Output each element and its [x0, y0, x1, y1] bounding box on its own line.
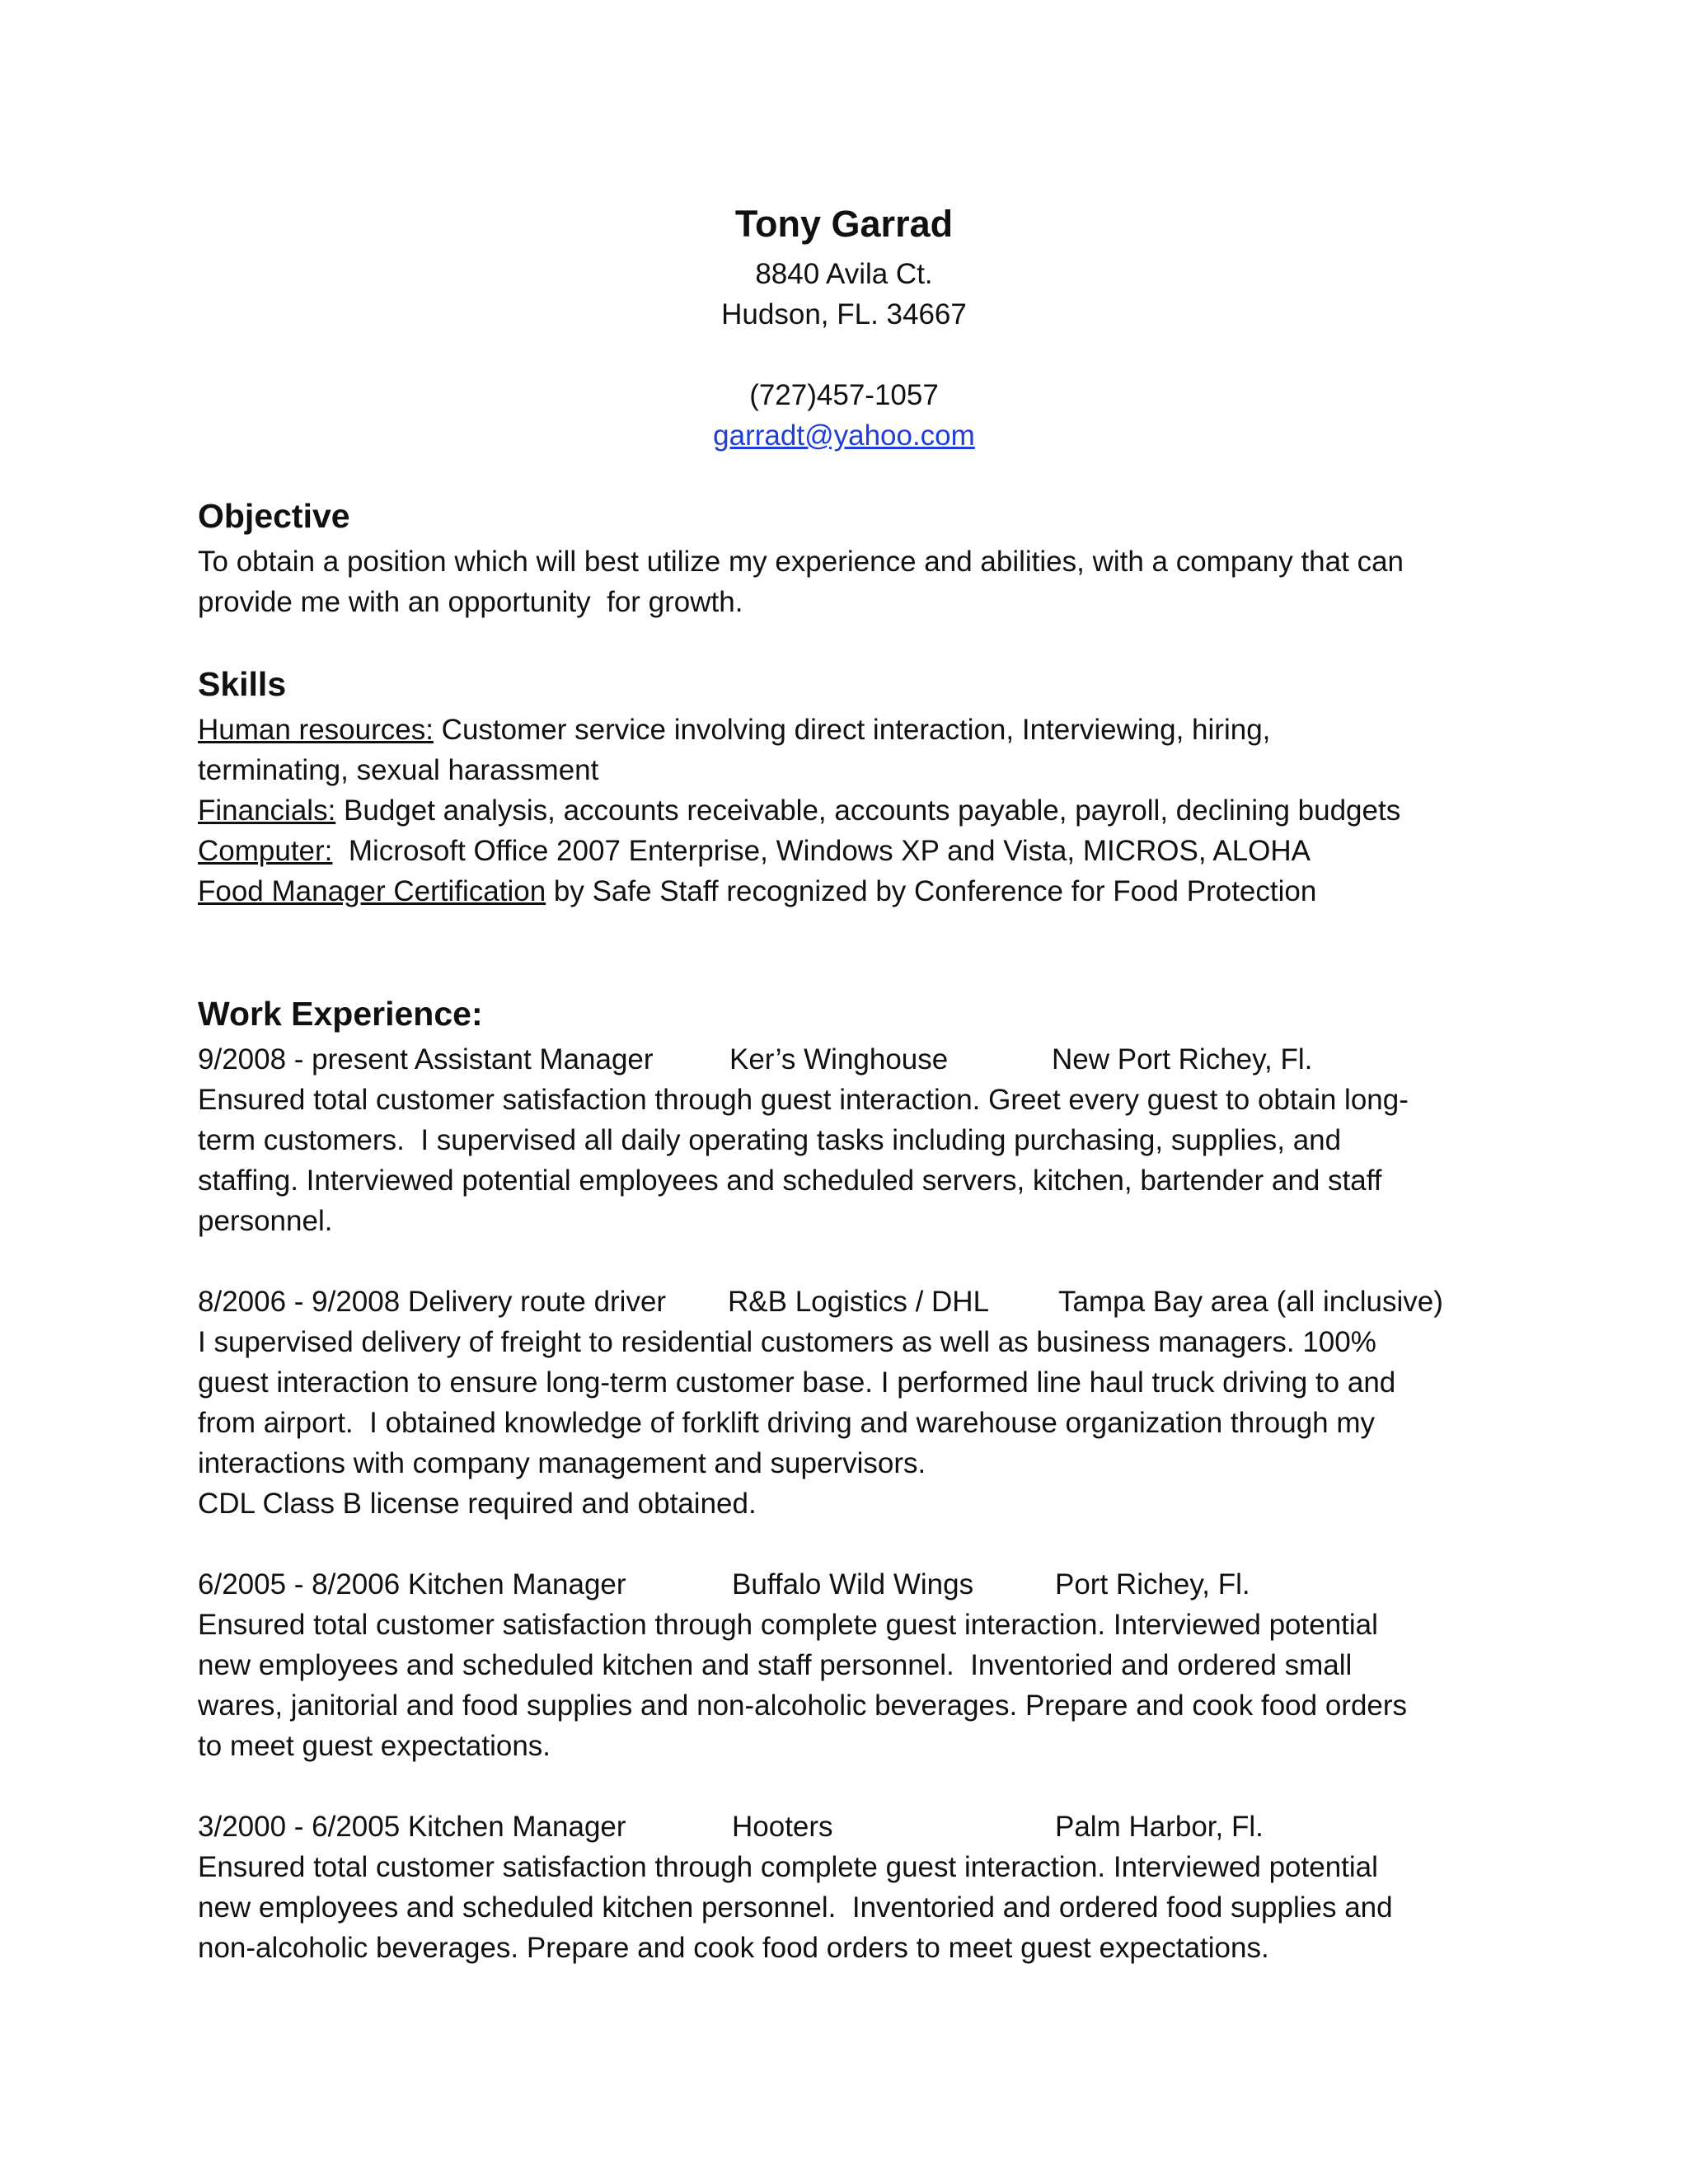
- skill-label-hr: Human resources:: [198, 714, 434, 746]
- skill-line-hr-cont: [198, 750, 1500, 790]
- contact-header: [0, 194, 1688, 456]
- job-entry: [198, 1807, 1500, 1968]
- skill-text-computer: Microsoft Office 2007 Enterprise, Windows XP and Vista, MICROS, ALOHA: [332, 835, 1311, 867]
- applicant-name: Tony Garrad: [734, 203, 954, 245]
- job-description-line: wares, janitorial and food supplies and non-alcoholic beverages. Prepare and cook food orders: [198, 1690, 1408, 1722]
- job-dates-title: 6/2005 - 8/2006 Kitchen Manager: [198, 1568, 626, 1601]
- job-description-line: personnel.: [198, 1205, 333, 1237]
- job-company: Buffalo Wild Wings: [732, 1568, 974, 1601]
- work-experience-heading: Work Experience:: [198, 995, 483, 1033]
- job-header-row: [198, 1807, 1500, 1847]
- job-description-line: non-alcoholic beverages. Prepare and cook food orders to meet guest expectations.: [198, 1932, 1269, 1964]
- job-description-line: from airport. I obtained knowledge of forklift driving and warehouse organization through my: [198, 1407, 1376, 1439]
- objective-line-1: To obtain a position which will best utilize my experience and abilities, with a company that can: [198, 546, 1404, 578]
- skill-label-financials: Financials:: [198, 794, 336, 827]
- job-company: R&B Logistics / DHL: [728, 1286, 990, 1318]
- job-description-line: term customers. I supervised all daily operating tasks including purchasing, supplies, and: [198, 1124, 1342, 1156]
- job-header-row: [198, 1282, 1500, 1322]
- objective-section: [198, 490, 1500, 622]
- skill-line-computer: [198, 831, 1500, 871]
- skill-label-computer: Computer:: [198, 835, 333, 867]
- skill-text-financials: Budget analysis, accounts receivable, accounts payable, payroll, declining budgets: [335, 794, 1401, 827]
- skill-line-hr: [198, 710, 1500, 750]
- job-description-line: I supervised delivery of freight to residential customers as well as business managers. 100%: [198, 1326, 1376, 1358]
- job-location: New Port Richey, Fl.: [1052, 1043, 1313, 1076]
- skill-line-food-cert: [198, 871, 1500, 912]
- job-description-line: guest interaction to ensure long-term customer base. I performed line haul truck driving to and: [198, 1366, 1396, 1399]
- job-description-line: CDL Class B license required and obtained.: [198, 1488, 757, 1520]
- email-line: [0, 415, 1688, 456]
- job-dates-title: 9/2008 - present Assistant Manager: [198, 1043, 654, 1076]
- skill-label-food-cert: Food Manager Certification: [198, 875, 546, 907]
- job-header-row: [198, 1564, 1500, 1605]
- skills-heading: Skills: [198, 665, 287, 703]
- job-description-line: staffing. Interviewed potential employees and scheduled servers, kitchen, bartender and staff: [198, 1165, 1382, 1197]
- address-line-1: 8840 Avila Ct.: [755, 258, 933, 290]
- job-location: Palm Harbor, Fl.: [1055, 1811, 1264, 1843]
- job-location: Port Richey, Fl.: [1055, 1568, 1250, 1601]
- skill-text-hr-cont: terminating, sexual harassment: [198, 754, 599, 786]
- skill-text-food-cert: by Safe Staff recognized by Conference for Food Protection: [546, 875, 1317, 907]
- header-spacer: [0, 335, 1688, 375]
- job-header-row: [198, 1039, 1500, 1080]
- job-description-line: Ensured total customer satisfaction through guest interaction. Greet every guest to obtain long-: [198, 1084, 1409, 1116]
- job-entry: [198, 1564, 1500, 1766]
- job-dates-title: 3/2000 - 6/2005 Kitchen Manager: [198, 1811, 626, 1843]
- job-description-line: new employees and scheduled kitchen personnel. Inventoried and ordered food supplies and: [198, 1891, 1393, 1924]
- address-line-2: Hudson, FL. 34667: [721, 298, 967, 330]
- objective-heading: Objective: [198, 497, 350, 535]
- job-entry: [198, 1039, 1500, 1241]
- job-dates-title: 8/2006 - 9/2008 Delivery route driver: [198, 1286, 667, 1318]
- skill-line-financials: [198, 790, 1500, 831]
- job-description-line: interactions with company management and supervisors.: [198, 1447, 926, 1479]
- job-company: Hooters: [732, 1811, 833, 1843]
- job-entry: [198, 1282, 1500, 1524]
- job-location: Tampa Bay area (all inclusive): [1058, 1286, 1443, 1318]
- objective-line-2: provide me with an opportunity for growth.: [198, 586, 743, 618]
- skills-section: [198, 658, 1500, 912]
- job-description-line: to meet guest expectations.: [198, 1730, 551, 1762]
- email-link[interactable]: garradt@yahoo.com: [713, 419, 975, 452]
- work-experience-section: [198, 988, 1500, 2008]
- job-description-line: new employees and scheduled kitchen and staff personnel. Inventoried and ordered small: [198, 1649, 1353, 1681]
- phone-number: (727)457-1057: [749, 379, 939, 411]
- skill-text-hr: Customer service involving direct interaction, Interviewing, hiring,: [433, 714, 1271, 746]
- job-company: Ker’s Winghouse: [729, 1043, 949, 1076]
- job-description-line: Ensured total customer satisfaction through complete guest interaction. Interviewed potential: [198, 1851, 1378, 1883]
- job-description-line: Ensured total customer satisfaction through complete guest interaction. Interviewed potential: [198, 1609, 1378, 1641]
